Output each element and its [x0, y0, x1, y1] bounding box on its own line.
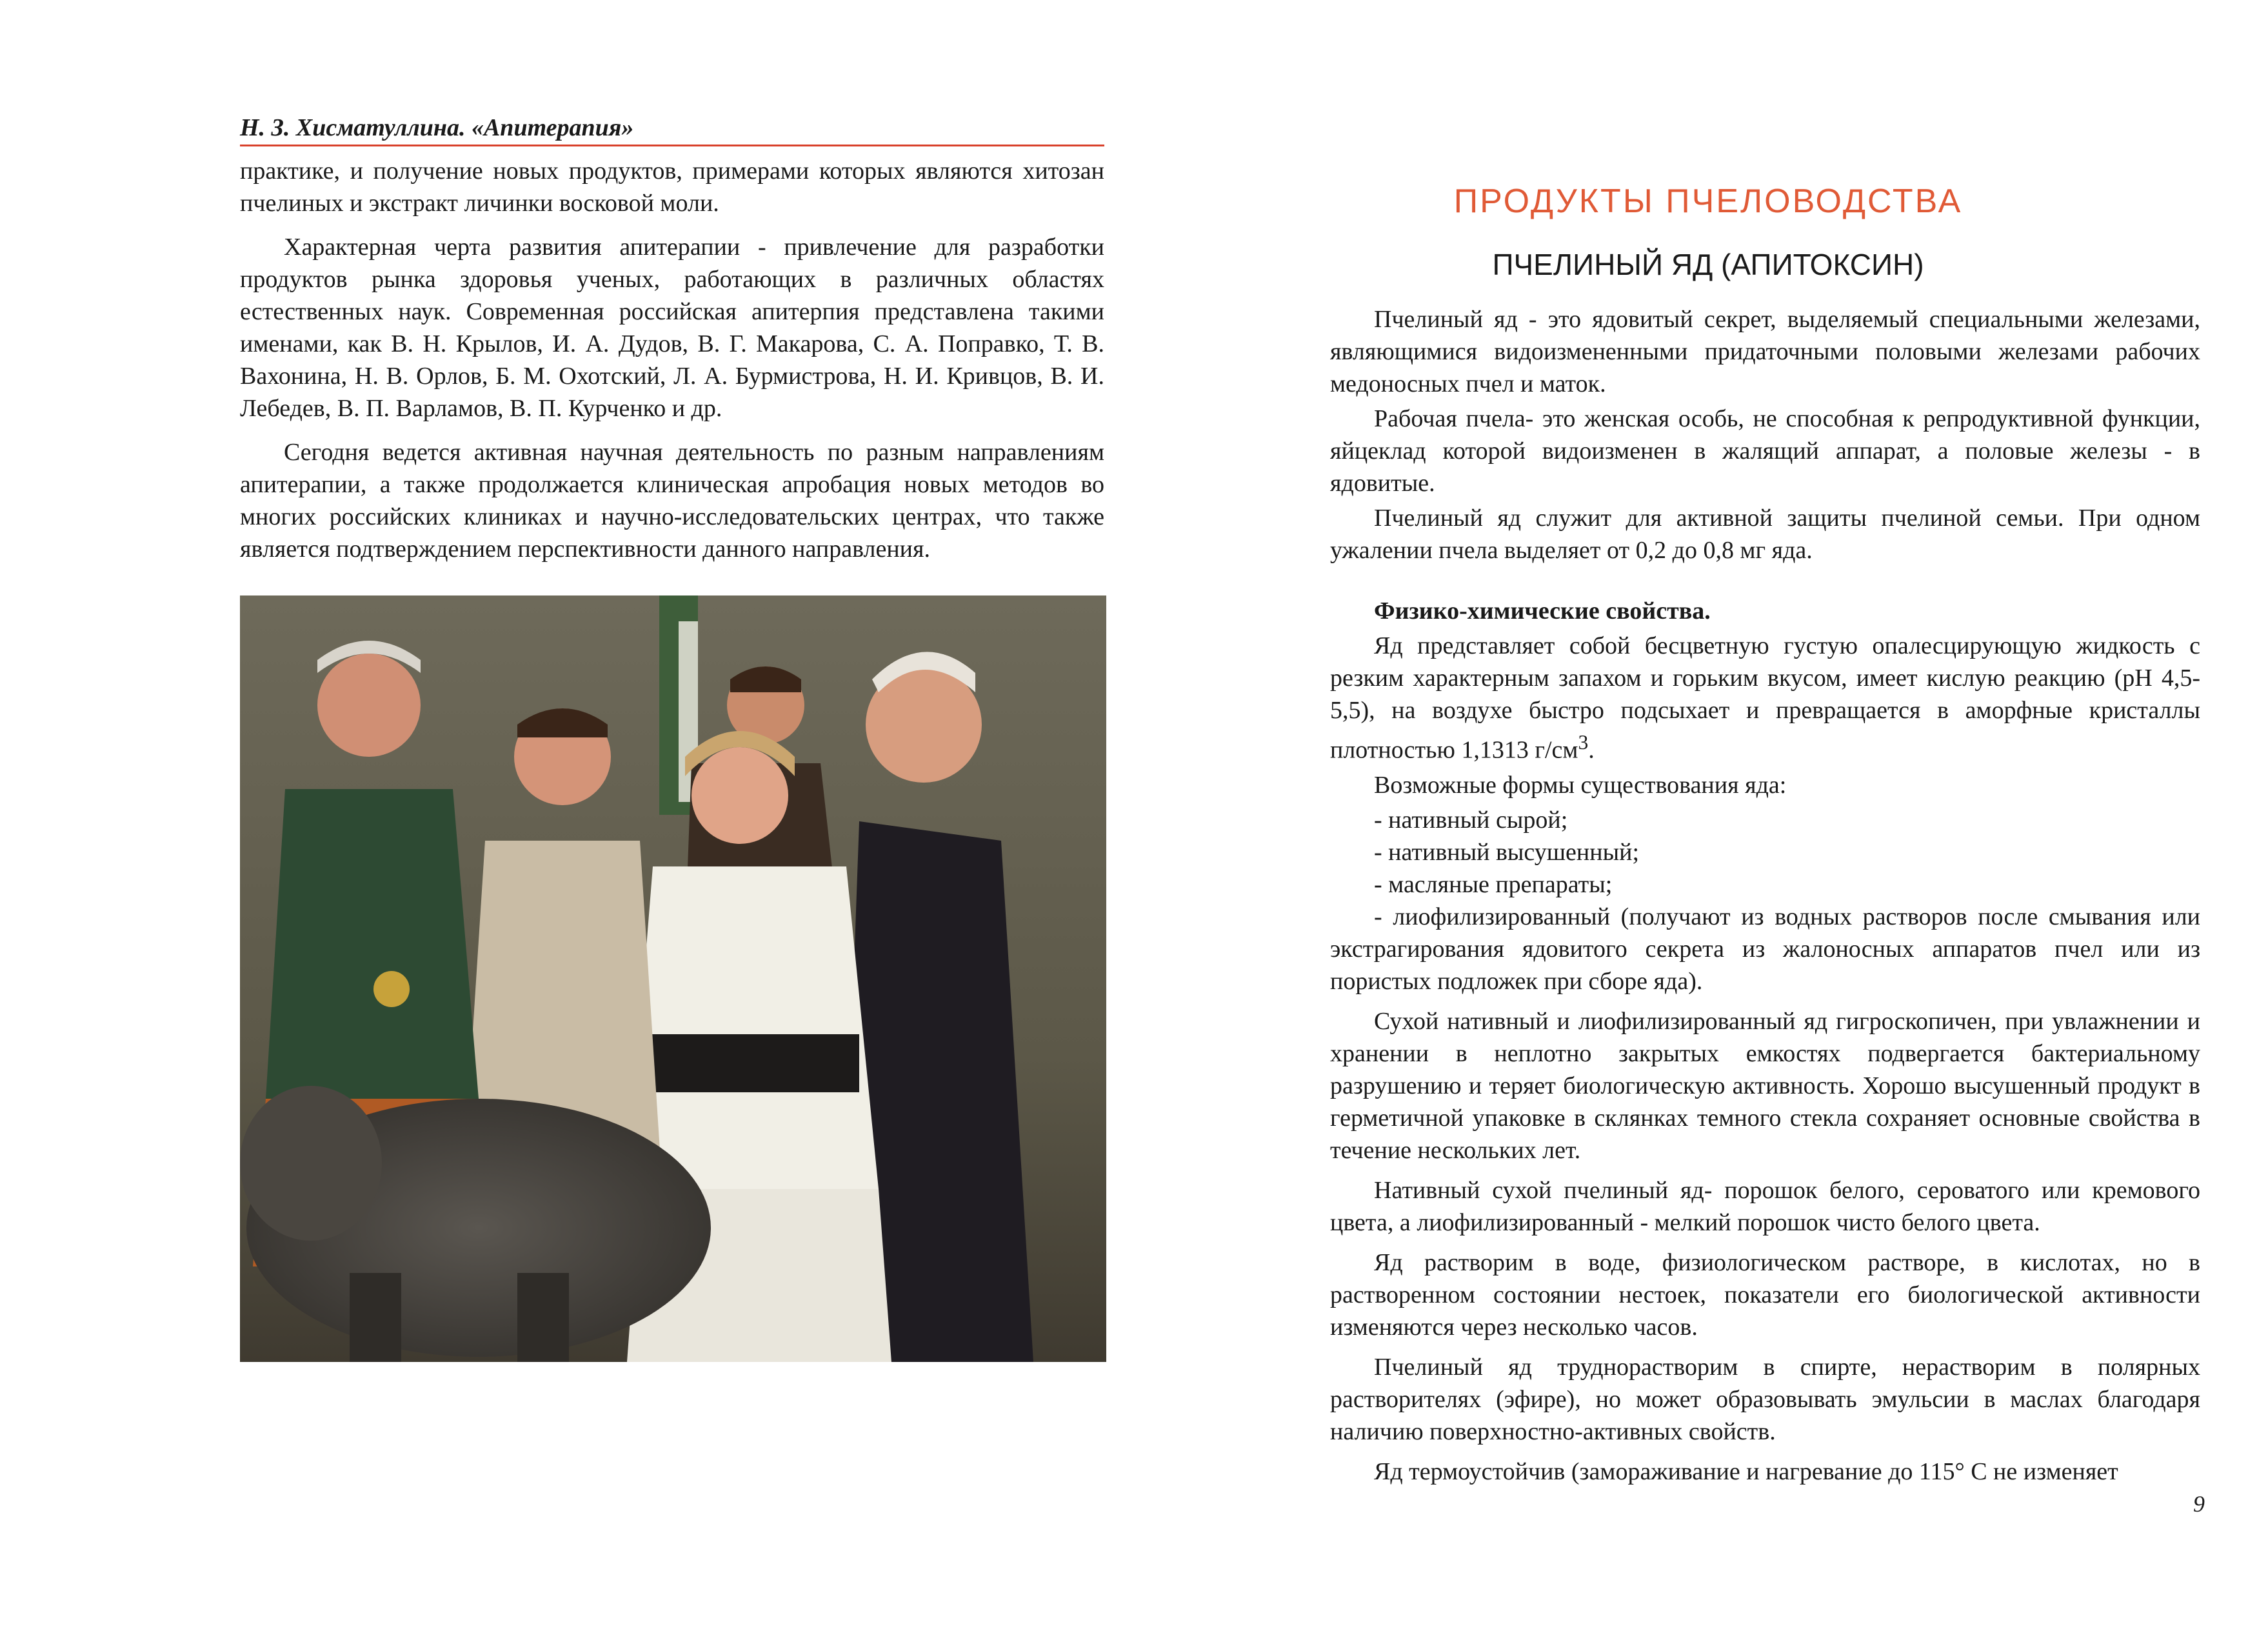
forms-intro: Возможные формы существования яда:	[1374, 771, 1787, 799]
paragraph: Яд термоустойчив (замораживание и нагревание до 115° С не изменяет	[1374, 1457, 2118, 1485]
right-page	[1134, 0, 2268, 1651]
paragraph: Характерная черта развития апитерапии - привлечение для разработки продуктов рынка здоровья ученых, работающих в различных областях естественных наук. Современная российская апитерпия представлена такими именами, как В. Н. Крылов, И. А. Дудов, В. Г. Макарова, С. А. Поправко, Т. В. Вахонина, Н. В. Орлов, Б. М. Охотский, Л. А. Бурмистрова, Н. И. Кривцов, В. И. Лебедев, В. П. Варламов, В. П. Курченко и др.	[240, 234, 1104, 422]
subsection-title: ПЧЕЛИНЫЙ ЯД (АПИТОКСИН)	[1492, 248, 1924, 281]
list-item: - нативный высушенный;	[1374, 838, 1640, 866]
group-photo-illustration	[240, 595, 1106, 1362]
properties-heading: Физико-химические свойства.	[1374, 597, 1711, 625]
paragraph: практике, и получение новых продуктов, примерами которых являются хитозан пчелиных и экстракт личинки восковой моли.	[240, 157, 1104, 217]
list-item: - нативный сырой;	[1374, 806, 1568, 834]
right-text-block	[1330, 303, 2200, 1490]
paragraph: Сегодня ведется активная научная деятельность по разным направлениям апитерапии, а также продолжается клиническая апробация новых методов во многих российских клиниках и научно-исследовательских центрах, что также является подтверждением перспективности данного направления.	[240, 439, 1104, 563]
paragraph	[1330, 630, 2200, 766]
paragraph: Пчелиный яд служит для активной защиты пчелиной семьи. При одном ужалении пчела выделяет от 0,2 до 0,8 мг яда.	[1330, 505, 2200, 564]
superscript: 3	[1578, 731, 1589, 754]
properties-intro: Яд представляет собой бесцветную густую опалесцирующую жидкость с резким характерным запахом и горьким вкусом, имеет кислую реакцию (рН 4,5-5,5), на воздухе быстро подсыхает и превращается в аморфные кристаллы плотностью 1,1313 г/см	[1330, 632, 2200, 764]
properties-intro-end: .	[1588, 736, 1595, 764]
paragraph: Сухой нативный и лиофилизированный яд гигроскопичен, при увлажнении и хранении в неплотно закрытых емкостях подвергается бактериальному разрушению и теряет биологическую активность. Хорошо высушенный продукт в герметичной упаковке в склянках темного стекла сохраняет основные свойства в течение нескольких лет.	[1330, 1007, 2200, 1164]
paragraph: Нативный сухой пчелиный яд- порошок белого, сероватого или кремового цвета, а лиофилизированный - мелкий порошок чисто белого цвета.	[1330, 1176, 2200, 1236]
paragraph: Пчелиный яд - это ядовитый секрет, выделяемый специальными железами, являющимися видоизмененными придаточными половыми железами рабочих медоносных пчел и маток.	[1330, 306, 2200, 397]
page-number: 9	[2193, 1491, 2205, 1517]
left-text-block	[240, 155, 1104, 577]
paragraph: Пчелиный яд труднорастворим в спирте, нерастворим в полярных растворителях (эфире), но может образовывать эмульсии в маслах благодаря наличию поверхностно-активных свойств.	[1330, 1353, 2200, 1445]
paragraph: Яд растворим в воде, физиологическом растворе, в кислотах, но в растворенном состоянии нестоек, показатели его биологической активности изменяются через несколько часов.	[1330, 1248, 2200, 1341]
list-item: - масляные препараты;	[1374, 870, 1613, 898]
section-title: ПРОДУКТЫ ПЧЕЛОВОДСТВА	[1453, 183, 1963, 220]
paragraph: Рабочая пчела- это женская особь, не способная к репродуктивной функции, яйцеклад которой видоизменен в жалящий аппарат, а половые железы - в ядовитые.	[1330, 405, 2200, 497]
running-header: Н. З. Хисматуллина. «Апитерапия»	[240, 112, 1104, 146]
group-photo	[240, 595, 1106, 1362]
list-item: - лиофилизированный (получают из водных растворов после смывания или экстрагирования ядовитого секрета из жалоносных аппаратов пчел или из пористых подложек при сборе яда).	[1330, 903, 2200, 995]
